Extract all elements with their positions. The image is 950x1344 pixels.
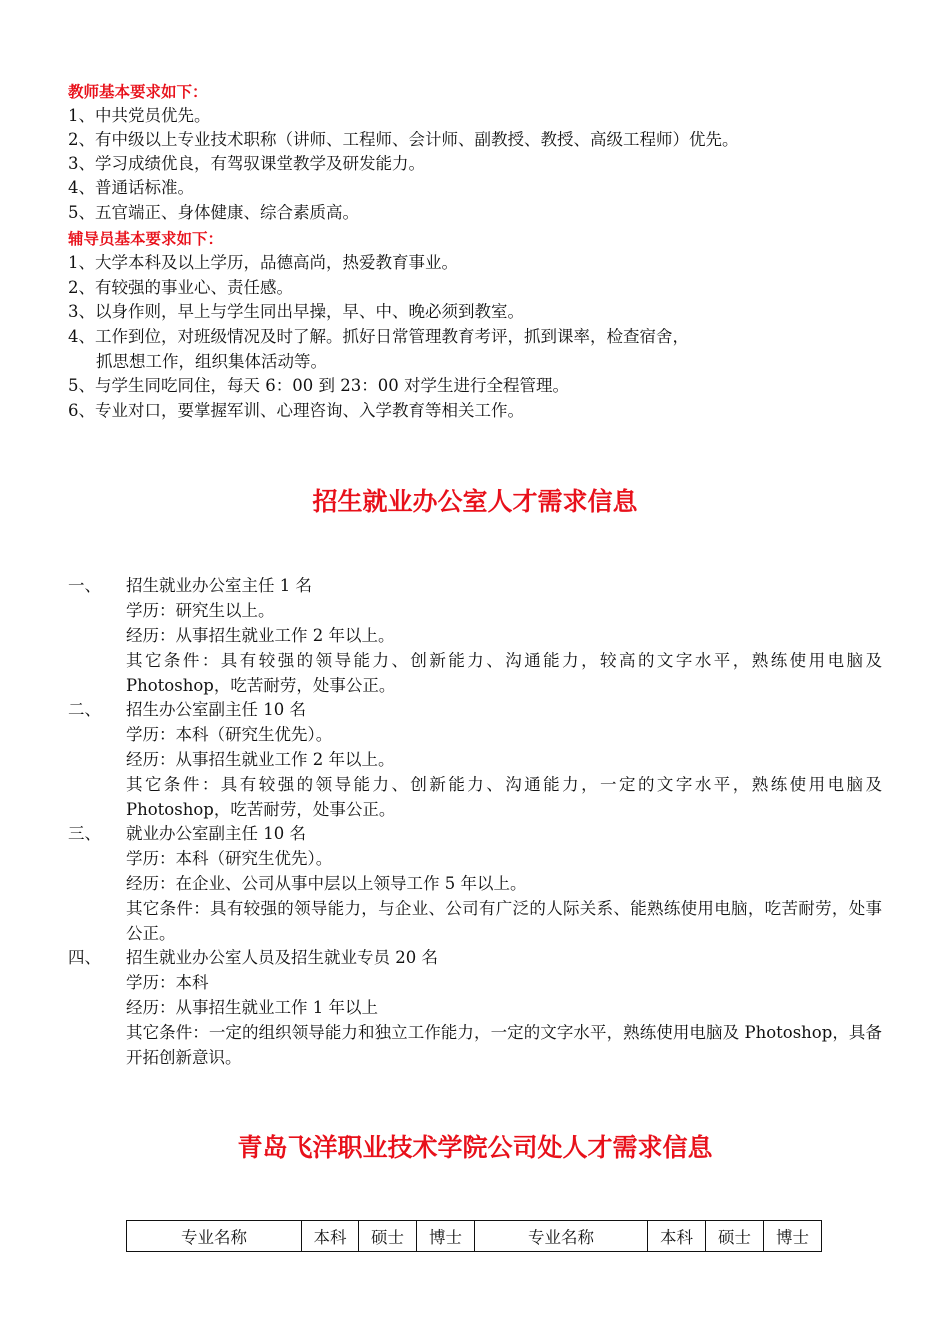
position-other-conditions: 其它条件：具有较强的领导能力，与企业、公司有广泛的人际关系、能熟练使用电脑，吃苦耐劳，处事公正。 [126,899,882,943]
company-section-title: 青岛飞洋职业技术学院公司处人才需求信息 [237,1133,713,1162]
counselor-requirement-item-continued: 抓思想工作，组织集体活动等。 [96,352,327,371]
counselor-requirement-item: 6、专业对口，要掌握军训、心理咨询、入学教育等相关工作。 [68,401,524,420]
position-title: 招生办公室副主任 10 名 [126,700,306,719]
counselor-requirement-item: 3、以身作则，早上与学生同出早操，早、中、晚必须到教室。 [68,302,524,321]
teacher-requirement-item: 2、有中级以上专业技术职称（讲师、工程师、会计师、副教授、教授、高级工程师）优先。 [68,130,739,149]
position-education: 学历：本科（研究生优先）。 [126,849,333,868]
teacher-requirement-item: 4、普通话标准。 [68,178,194,197]
position-number: 三、 [68,824,101,843]
position-experience: 经历：在企业、公司从事中层以上领导工作 5 年以上。 [126,874,527,893]
position-education: 学历：本科（研究生优先）。 [126,725,333,744]
table-header-row [127,1221,822,1252]
position-other-conditions: 其它条件：具有较强的领导能力、创新能力、沟通能力，一定的文字水平，熟练使用电脑及 Photoshop，吃苦耐劳，处事公正。 [126,775,882,819]
teacher-requirement-item: 3、学习成绩优良，有驾驭课堂教学及研发能力。 [68,154,425,173]
counselor-requirement-item: 4、工作到位，对班级情况及时了解。抓好日常管理教育考评，抓到课率，检查宿舍， [68,327,689,346]
table-header-cell: 本科 [648,1221,706,1252]
teacher-requirement-item: 1、中共党员优先。 [68,106,211,125]
position-experience: 经历：从事招生就业工作 1 年以上 [126,998,378,1017]
table-header-cell: 专业名称 [475,1221,648,1252]
position-number: 二、 [68,700,101,719]
counselor-requirement-item: 5、与学生同吃同住，每天 6：00 到 23：00 对学生进行全程管理。 [68,376,569,395]
position-title: 招生就业办公室人员及招生就业专员 20 名 [126,948,438,967]
position-education: 学历：本科 [126,973,209,992]
table-header-cell: 博士 [764,1221,822,1252]
position-number: 一、 [68,576,101,595]
table-header-cell: 本科 [302,1221,359,1252]
position-title: 招生就业办公室主任 1 名 [126,576,312,595]
position-title: 就业办公室副主任 10 名 [126,824,306,843]
majors-table [126,1220,822,1252]
counselor-requirements-heading: 辅导员基本要求如下： [68,230,224,248]
position-number: 四、 [68,948,101,967]
position-other-conditions: 其它条件：一定的组织领导能力和独立工作能力，一定的文字水平，熟练使用电脑及 Photoshop，具备开拓创新意识。 [126,1023,882,1067]
counselor-requirement-item: 1、大学本科及以上学历，品德高尚，热爱教育事业。 [68,253,458,272]
position-education: 学历：研究生以上。 [126,601,275,620]
teacher-requirement-item: 5、五官端正、身体健康、综合素质高。 [68,203,359,222]
position-experience: 经历：从事招生就业工作 2 年以上。 [126,626,395,645]
table-header-cell: 博士 [417,1221,475,1252]
table-header-cell: 硕士 [706,1221,764,1252]
position-other-conditions: 其它条件：具有较强的领导能力、创新能力、沟通能力，较高的文字水平，熟练使用电脑及 Photoshop，吃苦耐劳，处事公正。 [126,651,882,695]
table-header-cell: 硕士 [359,1221,417,1252]
counselor-requirement-item: 2、有较强的事业心、责任感。 [68,278,293,297]
table-header-cell: 专业名称 [127,1221,302,1252]
admissions-section-title: 招生就业办公室人才需求信息 [312,487,638,516]
teacher-requirements-heading: 教师基本要求如下： [68,83,208,101]
position-experience: 经历：从事招生就业工作 2 年以上。 [126,750,395,769]
